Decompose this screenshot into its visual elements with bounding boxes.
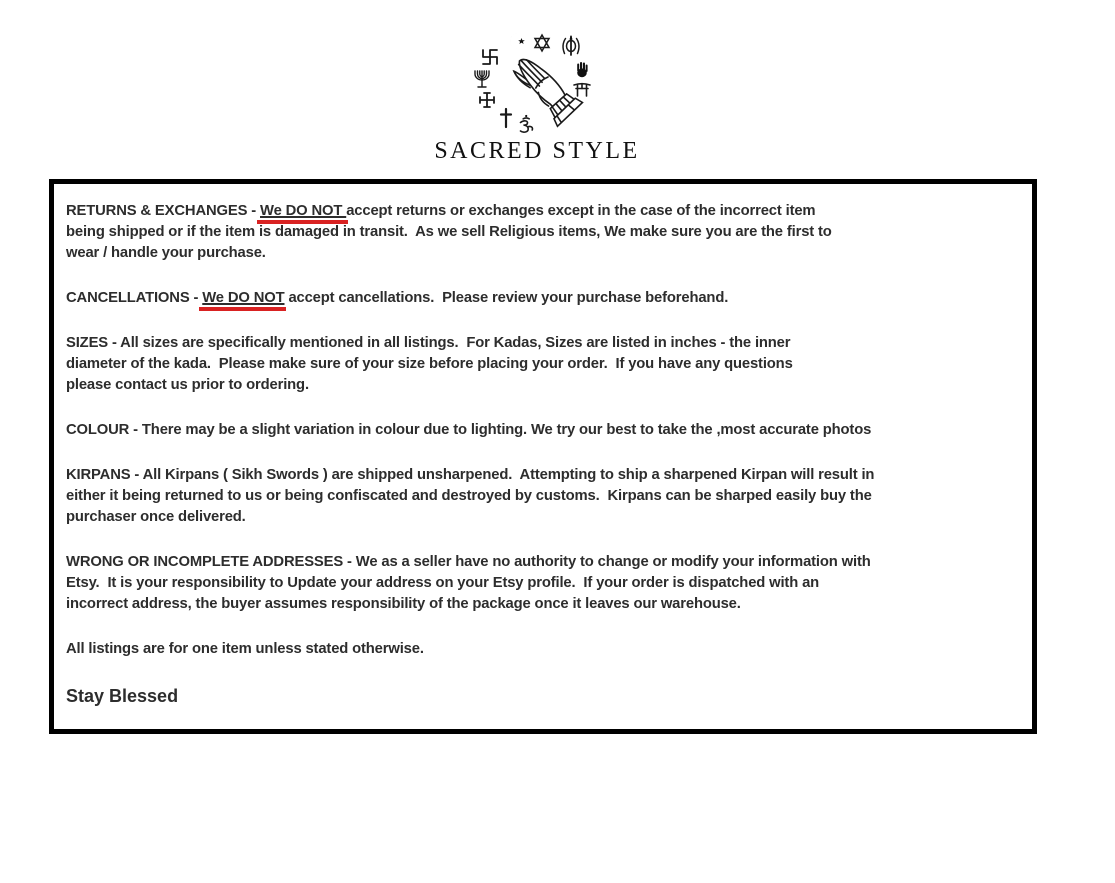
policy-text: wear / handle your purchase. <box>66 245 266 261</box>
policy-paragraph <box>66 333 1026 396</box>
policy-paragraph <box>66 288 1026 309</box>
policy-line <box>66 201 1026 222</box>
policy-text: KIRPANS - All Kirpans ( Sikh Swords ) are shipped unsharpened. Attempting to ship a sharpened Kirpan will result in <box>66 467 875 483</box>
swastika-icon <box>483 50 497 64</box>
closing-text: Stay Blessed <box>66 686 179 706</box>
policy-line <box>66 465 1026 486</box>
policy-line <box>66 354 1026 375</box>
star-and-crescent-icon <box>510 34 525 49</box>
khanda-icon <box>563 35 579 55</box>
policy-text: CANCELLATIONS - <box>66 290 203 306</box>
cross-potent-icon <box>480 93 494 107</box>
policy-text: either it being returned to us or being confiscated and destroyed by customs. Kirpans can be sharped easily buy the <box>66 488 872 504</box>
policy-line <box>66 375 1026 396</box>
menorah-icon <box>475 71 489 87</box>
hamsa-hand-icon <box>577 62 587 77</box>
policy-text: RETURNS & EXCHANGES - <box>66 203 261 219</box>
policy-line <box>66 243 1026 264</box>
policy-paragraph <box>66 552 1026 615</box>
policy-text: COLOUR - There may be a slight variation in colour due to lighting. We try our best to take the ,most accurate photos <box>66 422 872 438</box>
policy-line <box>66 288 1026 309</box>
torii-gate-icon <box>574 84 590 96</box>
praying-hands-icon <box>508 48 583 126</box>
star-of-david-icon <box>535 35 549 51</box>
policy-line <box>66 639 1026 660</box>
policy-paragraph <box>66 420 1026 441</box>
om-icon <box>521 115 533 132</box>
policy-text: WRONG OR INCOMPLETE ADDRESSES - We as a seller have no authority to change or modify your information with <box>66 554 871 570</box>
policy-box <box>49 179 1037 734</box>
policy-line <box>66 333 1026 354</box>
policy-line <box>66 507 1026 528</box>
policy-paragraph <box>66 639 1026 660</box>
logo-graphic <box>418 8 656 136</box>
policy-line <box>66 420 1026 441</box>
logo <box>418 8 656 165</box>
policy-line <box>66 552 1026 573</box>
policy-line <box>66 594 1026 615</box>
policy-line <box>66 222 1026 243</box>
red-underlined-text: We DO NOT <box>202 290 285 306</box>
policy-paragraph <box>66 465 1026 528</box>
policy-text: accept cancellations. Please review your purchase beforehand. <box>284 290 729 306</box>
policy-text: All listings are for one item unless stated otherwise. <box>66 641 424 657</box>
policy-text: please contact us prior to ordering. <box>66 377 309 393</box>
brand-name: SACRED STYLE <box>434 138 640 164</box>
policy-text: SIZES - All sizes are specifically mentioned in all listings. For Kadas, Sizes are listed in inches - the inner <box>66 335 791 351</box>
policy-text: accept returns or exchanges except in the case of the incorrect item <box>346 203 816 219</box>
policy-text: incorrect address, the buyer assumes responsibility of the package once it leaves our warehouse. <box>66 596 741 612</box>
latin-cross-icon <box>501 109 511 127</box>
red-underlined-text: We DO NOT <box>260 203 347 219</box>
policy-text: purchaser once delivered. <box>66 509 246 525</box>
policy-paragraphs <box>66 201 1026 660</box>
policy-text: diameter of the kada. Please make sure of your size before placing your order. If you have any questions <box>66 356 793 372</box>
policy-text: Etsy. It is your responsibility to Update your address on your Etsy profile. If your order is dispatched with an <box>66 575 820 591</box>
policy-text: being shipped or if the item is damaged in transit. As we sell Religious items, We make sure you are the first to <box>66 224 832 240</box>
policy-line <box>66 486 1026 507</box>
policy-paragraph <box>66 201 1026 264</box>
policy-line <box>66 573 1026 594</box>
